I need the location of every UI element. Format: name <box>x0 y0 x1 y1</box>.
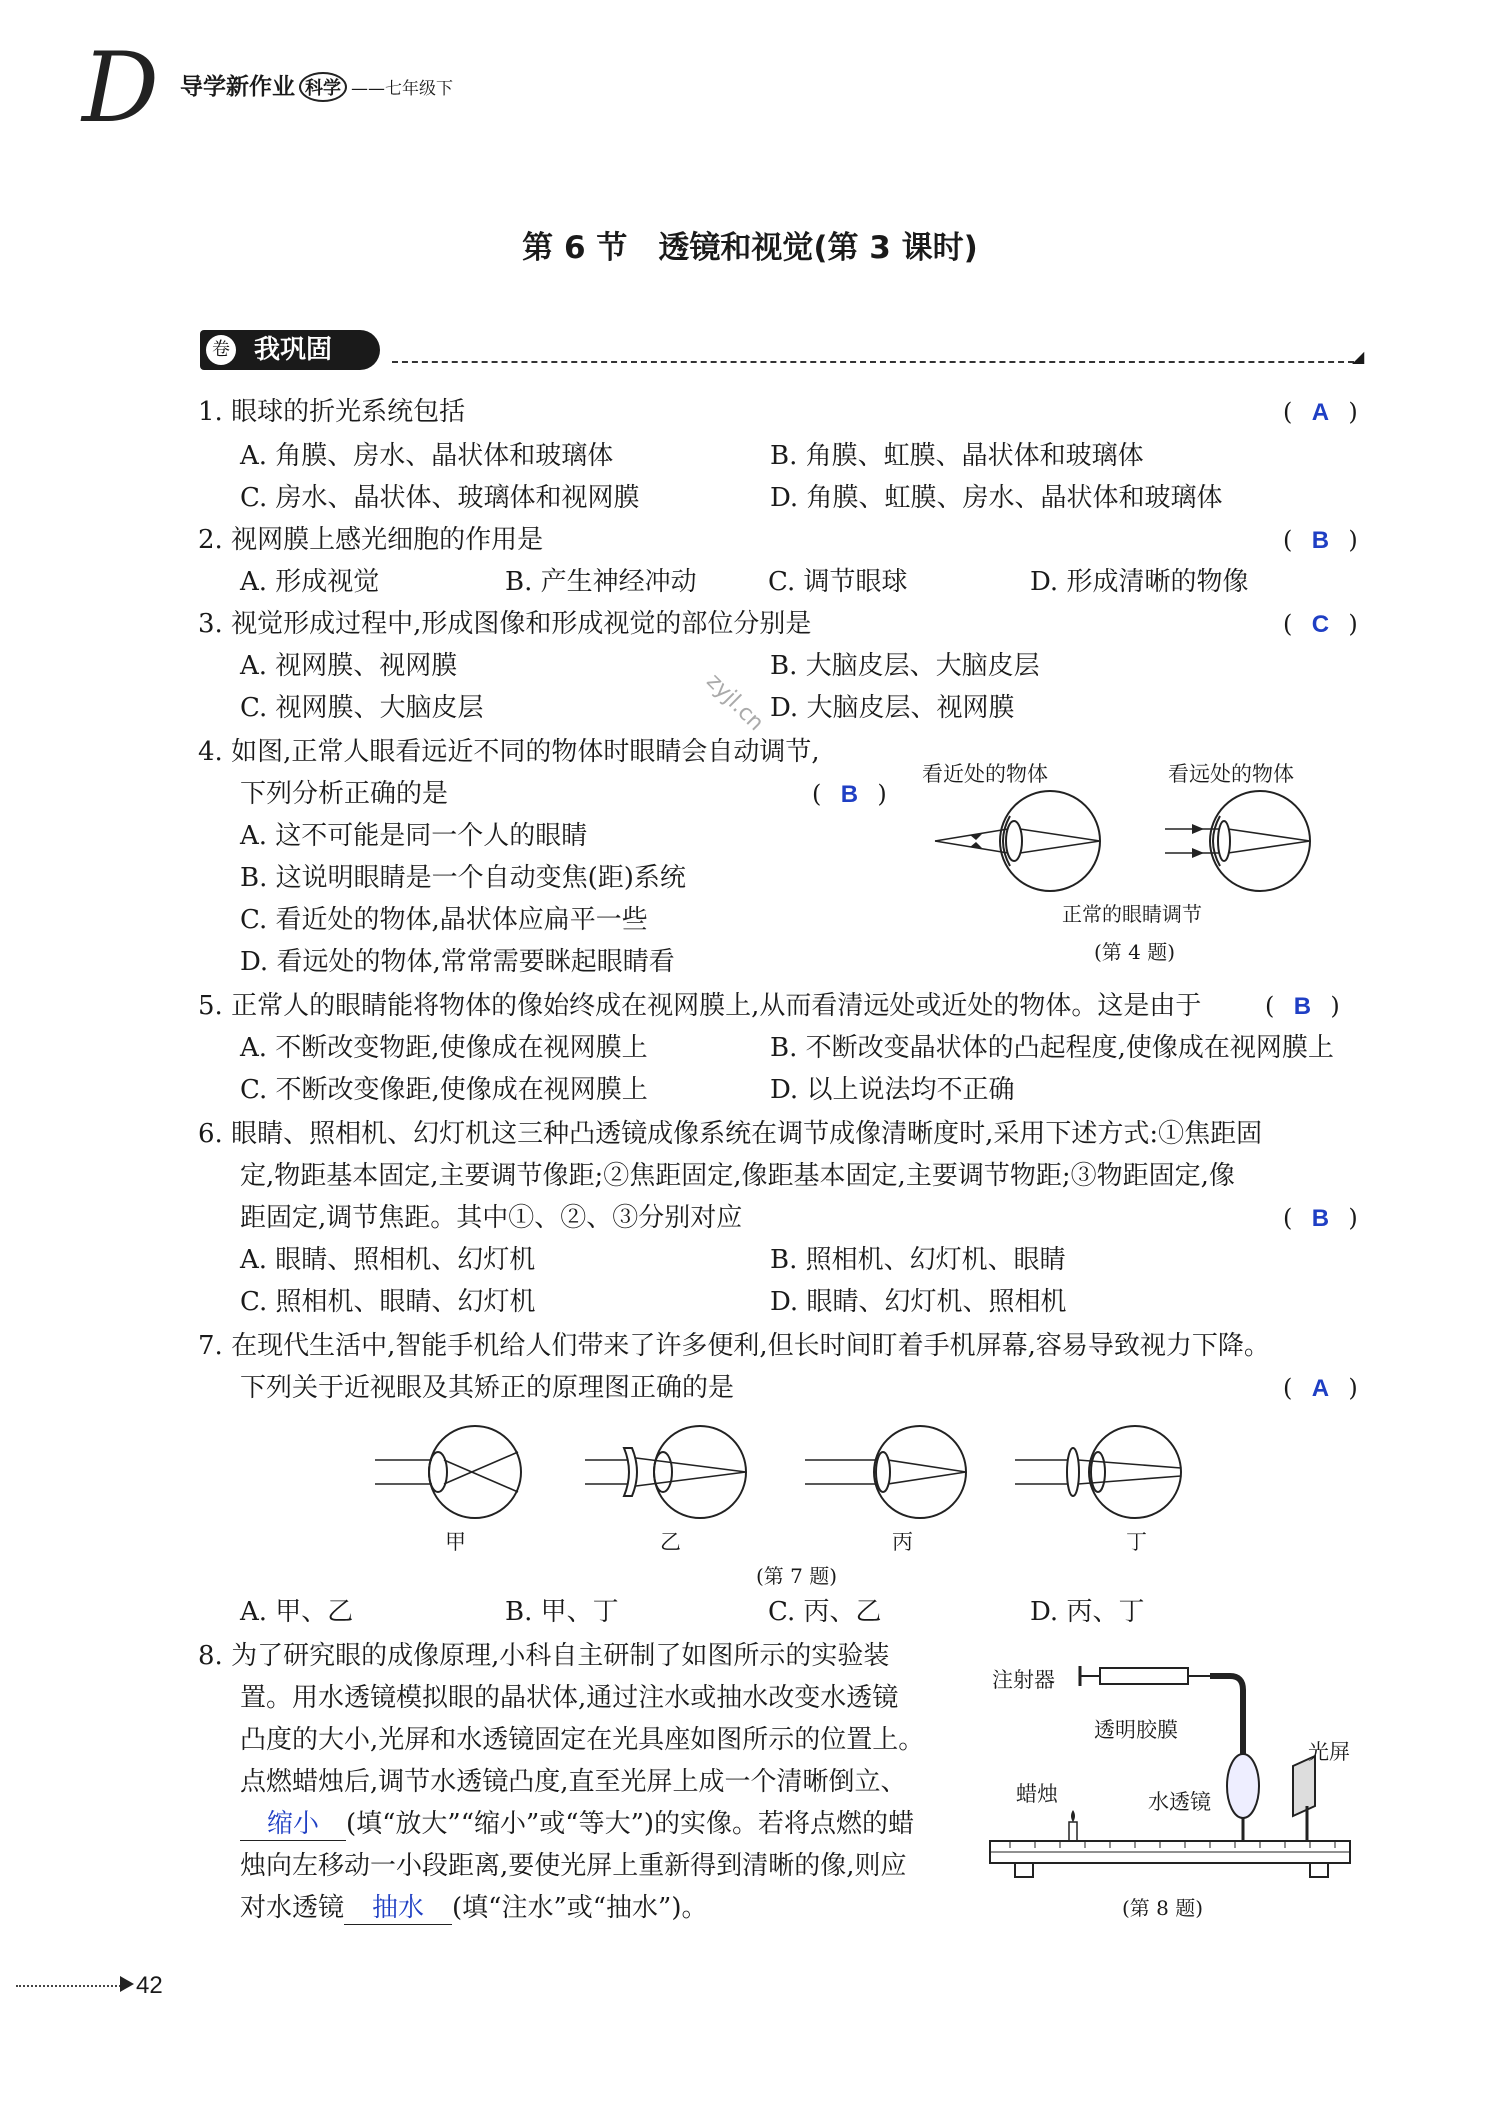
question-4-line-2: 下列分析正确的是 <box>240 779 449 809</box>
q4-option-b: B. 这说明眼睛是一个自动变焦(距)系统 <box>240 863 686 893</box>
fig7-label-jia: 甲 <box>445 1530 466 1554</box>
q3-option-b: B. 大脑皮层、大脑皮层 <box>770 651 1040 681</box>
q7-option-a: A. 甲、乙 <box>240 1597 354 1627</box>
q3-option-a: A. 视网膜、视网膜 <box>240 651 458 681</box>
question-8-line-3: 凸度的大小,光屏和水透镜固定在光具座如图所示的位置上。 <box>240 1725 925 1755</box>
subject-badge: 科学 <box>299 72 347 102</box>
fig4-caption: 正常的眼睛调节 <box>1062 902 1202 926</box>
question-2: 2. 视网膜上感光细胞的作用是 <box>198 525 544 555</box>
q2-option-b: B. 产生神经冲动 <box>505 567 697 597</box>
fig7-diagram-yi <box>585 1426 746 1518</box>
fig8-number: (第 8 题) <box>1122 1896 1204 1920</box>
fig7-diagram-bing <box>805 1426 966 1518</box>
q4-option-a: A. 这不可能是同一个人的眼睛 <box>240 821 588 851</box>
question-4-line-1: 4. 如图,正常人眼看远近不同的物体时眼睛会自动调节, <box>198 737 820 767</box>
header-title <box>180 68 453 102</box>
q5-option-a: A. 不断改变物距,使像成在视网膜上 <box>240 1033 648 1063</box>
fig4-near-label: 看近处的物体 <box>922 762 1048 786</box>
fig7-number: (第 7 题) <box>756 1564 838 1588</box>
question-7-line-2: 下列关于近视眼及其矫正的原理图正确的是 <box>240 1373 735 1403</box>
q3-option-d: D. 大脑皮层、视网膜 <box>770 693 1015 723</box>
corner-mark-icon: ◢ <box>1352 347 1365 366</box>
answer-4: ( B ) <box>812 780 887 808</box>
page-number: 42 <box>136 1972 163 1999</box>
q2-option-d: D. 形成清晰的物像 <box>1030 567 1249 597</box>
fig8-membrane-label: 透明胶膜 <box>1094 1718 1178 1742</box>
fig7-diagram-jia <box>375 1426 521 1518</box>
q7-option-d: D. 丙、丁 <box>1030 1597 1145 1627</box>
fig8-syringe-label: 注射器 <box>992 1668 1055 1692</box>
question-8-line-2: 置。用水透镜模拟眼的晶状体,通过注水或抽水改变水透镜 <box>240 1683 899 1713</box>
q1-option-a: A. 角膜、房水、晶状体和玻璃体 <box>240 441 614 471</box>
q6-option-b: B. 照相机、幻灯机、眼睛 <box>770 1245 1066 1275</box>
question-3: 3. 视觉形成过程中,形成图像和形成视觉的部位分别是 <box>198 609 812 639</box>
fig7-diagram-ding <box>1015 1426 1181 1518</box>
answer-5: ( B ) <box>1265 992 1340 1020</box>
answer-3: ( C ) <box>1283 610 1358 638</box>
question-1: 1. 眼球的折光系统包括 <box>198 397 466 427</box>
q3-option-c: C. 视网膜、大脑皮层 <box>240 693 484 723</box>
q2-option-a: A. 形成视觉 <box>240 567 380 597</box>
page-title: 第 6 节 透镜和视觉(第 3 课时) <box>522 230 978 266</box>
question-8-line-4: 点燃蜡烛后,调节水透镜凸度,直至光屏上成一个清晰倒立、 <box>240 1767 907 1797</box>
fig7-myopia-diagrams <box>370 1420 1230 1530</box>
q1-option-b: B. 角膜、虹膜、晶状体和玻璃体 <box>770 441 1144 471</box>
question-6-line-3: 距固定,调节焦距。其中①、②、③分别对应 <box>240 1203 743 1233</box>
blank-1[interactable]: 缩小 <box>240 1808 346 1841</box>
q1-option-c: C. 房水、晶状体、玻璃体和视网膜 <box>240 483 640 513</box>
exam-paper-icon: 卷 <box>206 335 236 365</box>
question-5: 5. 正常人的眼睛能将物体的像始终成在视网膜上,从而看清远处或近处的物体。这是由于 <box>198 991 1202 1021</box>
section-badge: 我巩固 <box>200 330 380 370</box>
answer-1: ( A ) <box>1283 398 1358 426</box>
q2-option-c: C. 调节眼球 <box>768 567 908 597</box>
watermark: zyjl.cn <box>701 668 769 737</box>
q7-option-b: B. 甲、丁 <box>505 1597 619 1627</box>
q7-option-c: C. 丙、乙 <box>768 1597 882 1627</box>
book-name: 导学新作业 <box>180 74 295 100</box>
fig4-far-label: 看远处的物体 <box>1168 762 1294 786</box>
fig4-eye-diagram <box>930 786 1370 896</box>
question-8-line-1: 8. 为了研究眼的成像原理,小科自主研制了如图所示的实验装 <box>198 1641 890 1671</box>
question-7-line-1: 7. 在现代生活中,智能手机给人们带来了许多便利,但长时间盯着手机屏幕,容易导致视力下降。 <box>198 1331 1270 1361</box>
grade-label: ——七年级下 <box>351 79 453 99</box>
q1-option-d: D. 角膜、虹膜、房水、晶状体和玻璃体 <box>770 483 1223 513</box>
question-8-line-7: 对水透镜 抽水 (填“注水”或“抽水”)。 <box>240 1893 708 1923</box>
fig8-screen-label: 光屏 <box>1308 1740 1350 1764</box>
q5-option-b: B. 不断改变晶状体的凸起程度,使像成在视网膜上 <box>770 1033 1334 1063</box>
fig4-number: (第 4 题) <box>1094 940 1176 964</box>
question-8-line-5: 缩小 (填“放大”“缩小”或“等大”)的实像。若将点燃的蜡 <box>240 1808 914 1841</box>
question-6-line-1: 6. 眼睛、照相机、幻灯机这三种凸透镜成像系统在调节成像清晰度时,采用下述方式:①焦距固 <box>198 1119 1263 1149</box>
q4-option-d: D. 看远处的物体,常常需要眯起眼睛看 <box>240 947 675 977</box>
q6-option-d: D. 眼睛、幻灯机、照相机 <box>770 1287 1067 1317</box>
section-divider <box>392 361 1354 363</box>
q6-option-a: A. 眼睛、照相机、幻灯机 <box>240 1245 536 1275</box>
q6-option-c: C. 照相机、眼睛、幻灯机 <box>240 1287 536 1317</box>
arrow-right-icon <box>120 1976 134 1992</box>
q5-option-c: C. 不断改变像距,使像成在视网膜上 <box>240 1075 648 1105</box>
answer-2: ( B ) <box>1283 526 1358 554</box>
fig7-label-bing: 丙 <box>892 1530 913 1554</box>
page-number-leader <box>16 1985 128 1987</box>
fig7-label-ding: 丁 <box>1126 1530 1147 1554</box>
header-logo: D <box>82 32 159 144</box>
blank-2[interactable]: 抽水 <box>344 1892 452 1925</box>
question-8-line-6: 烛向左移动一小段距离,要使光屏上重新得到清晰的像,则应 <box>240 1851 907 1881</box>
fig8-candle-label: 蜡烛 <box>1016 1782 1058 1806</box>
q4-option-c: C. 看近处的物体,晶状体应扁平一些 <box>240 905 648 935</box>
question-6-line-2: 定,物距基本固定,主要调节像距;②焦距固定,像距基本固定,主要调节物距;③物距固定,像 <box>240 1161 1235 1191</box>
answer-6: ( B ) <box>1283 1204 1358 1232</box>
fig8-lens-label: 水透镜 <box>1148 1790 1211 1814</box>
answer-7: ( A ) <box>1283 1374 1358 1402</box>
fig7-label-yi: 乙 <box>660 1530 681 1554</box>
q5-option-d: D. 以上说法均不正确 <box>770 1075 1015 1105</box>
